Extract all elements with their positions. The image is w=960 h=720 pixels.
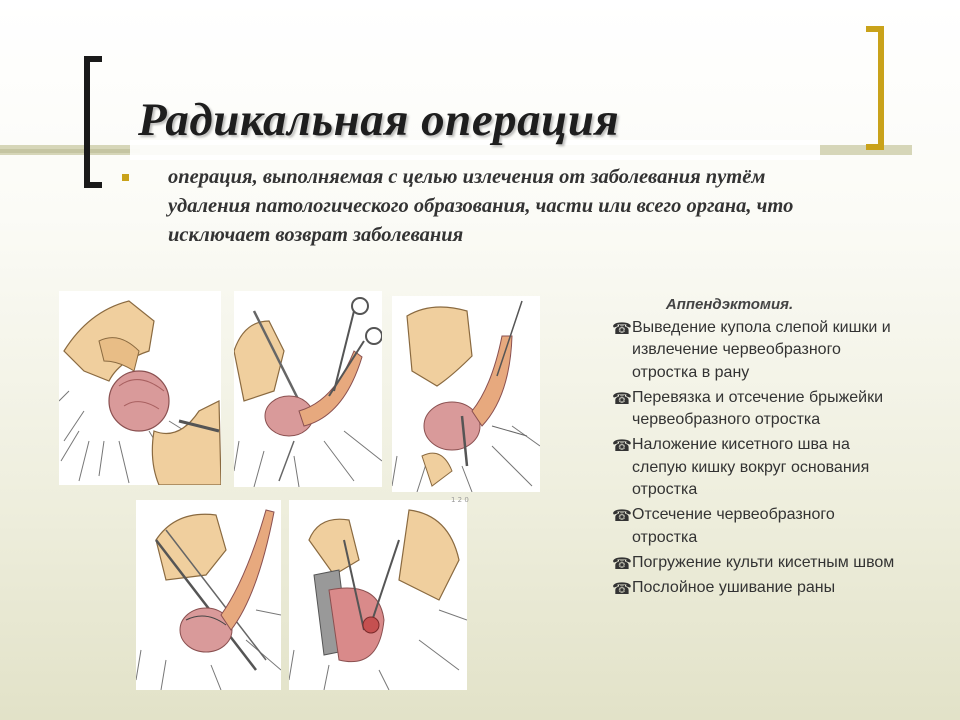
appendectomy-step bbox=[612, 434, 902, 501]
telephone-icon: ☎ bbox=[612, 553, 632, 573]
telephone-icon: ☎ bbox=[612, 388, 632, 408]
appendectomy-steps bbox=[612, 317, 912, 600]
appendectomy-step bbox=[612, 552, 902, 574]
left-bracket-decoration bbox=[84, 56, 102, 188]
step-text: Отсечение червеобразного отростка bbox=[632, 506, 835, 546]
surgery-illustration-4 bbox=[136, 500, 281, 690]
telephone-icon: ☎ bbox=[612, 319, 632, 338]
slide-title: Радикальная операция bbox=[138, 94, 620, 146]
definition-bullet bbox=[122, 174, 129, 181]
header-rule-accent bbox=[0, 149, 140, 153]
appendectomy-panel bbox=[612, 296, 912, 603]
appendectomy-step bbox=[612, 387, 902, 432]
telephone-icon: ☎ bbox=[612, 436, 632, 456]
appendectomy-step bbox=[612, 317, 902, 384]
surgery-illustration-2 bbox=[234, 291, 382, 487]
step-text: Выведение купола слепой кишки и извлечение червеобразного отростка в рану bbox=[632, 319, 891, 381]
telephone-icon: ☎ bbox=[612, 579, 632, 599]
surgery-illustration-3 bbox=[392, 296, 540, 492]
figure-number-label: 1 2 0 bbox=[451, 496, 469, 504]
surgery-illustration-1 bbox=[59, 291, 221, 485]
surgery-illustration-5 bbox=[289, 500, 467, 690]
appendectomy-step bbox=[612, 504, 902, 549]
step-text: Перевязка и отсечение брыжейки червеобразного отростка bbox=[632, 388, 884, 429]
appendectomy-title: Аппендэктомия. bbox=[665, 296, 794, 313]
definition-text: операция, выполняемая с целью излечения от заболевания путём удаления патологического образования, части или всего органа, что исключает возврат заболевания bbox=[168, 166, 794, 246]
appendectomy-step bbox=[612, 577, 902, 599]
right-bracket-decoration bbox=[866, 26, 884, 150]
step-text: Погружение культи кисетным швом bbox=[632, 553, 895, 571]
step-text: Наложение кисетного шва на слепую кишку вокруг основания отростка bbox=[632, 436, 870, 499]
step-text: Послойное ушивание раны bbox=[632, 579, 836, 597]
telephone-icon: ☎ bbox=[612, 506, 632, 526]
